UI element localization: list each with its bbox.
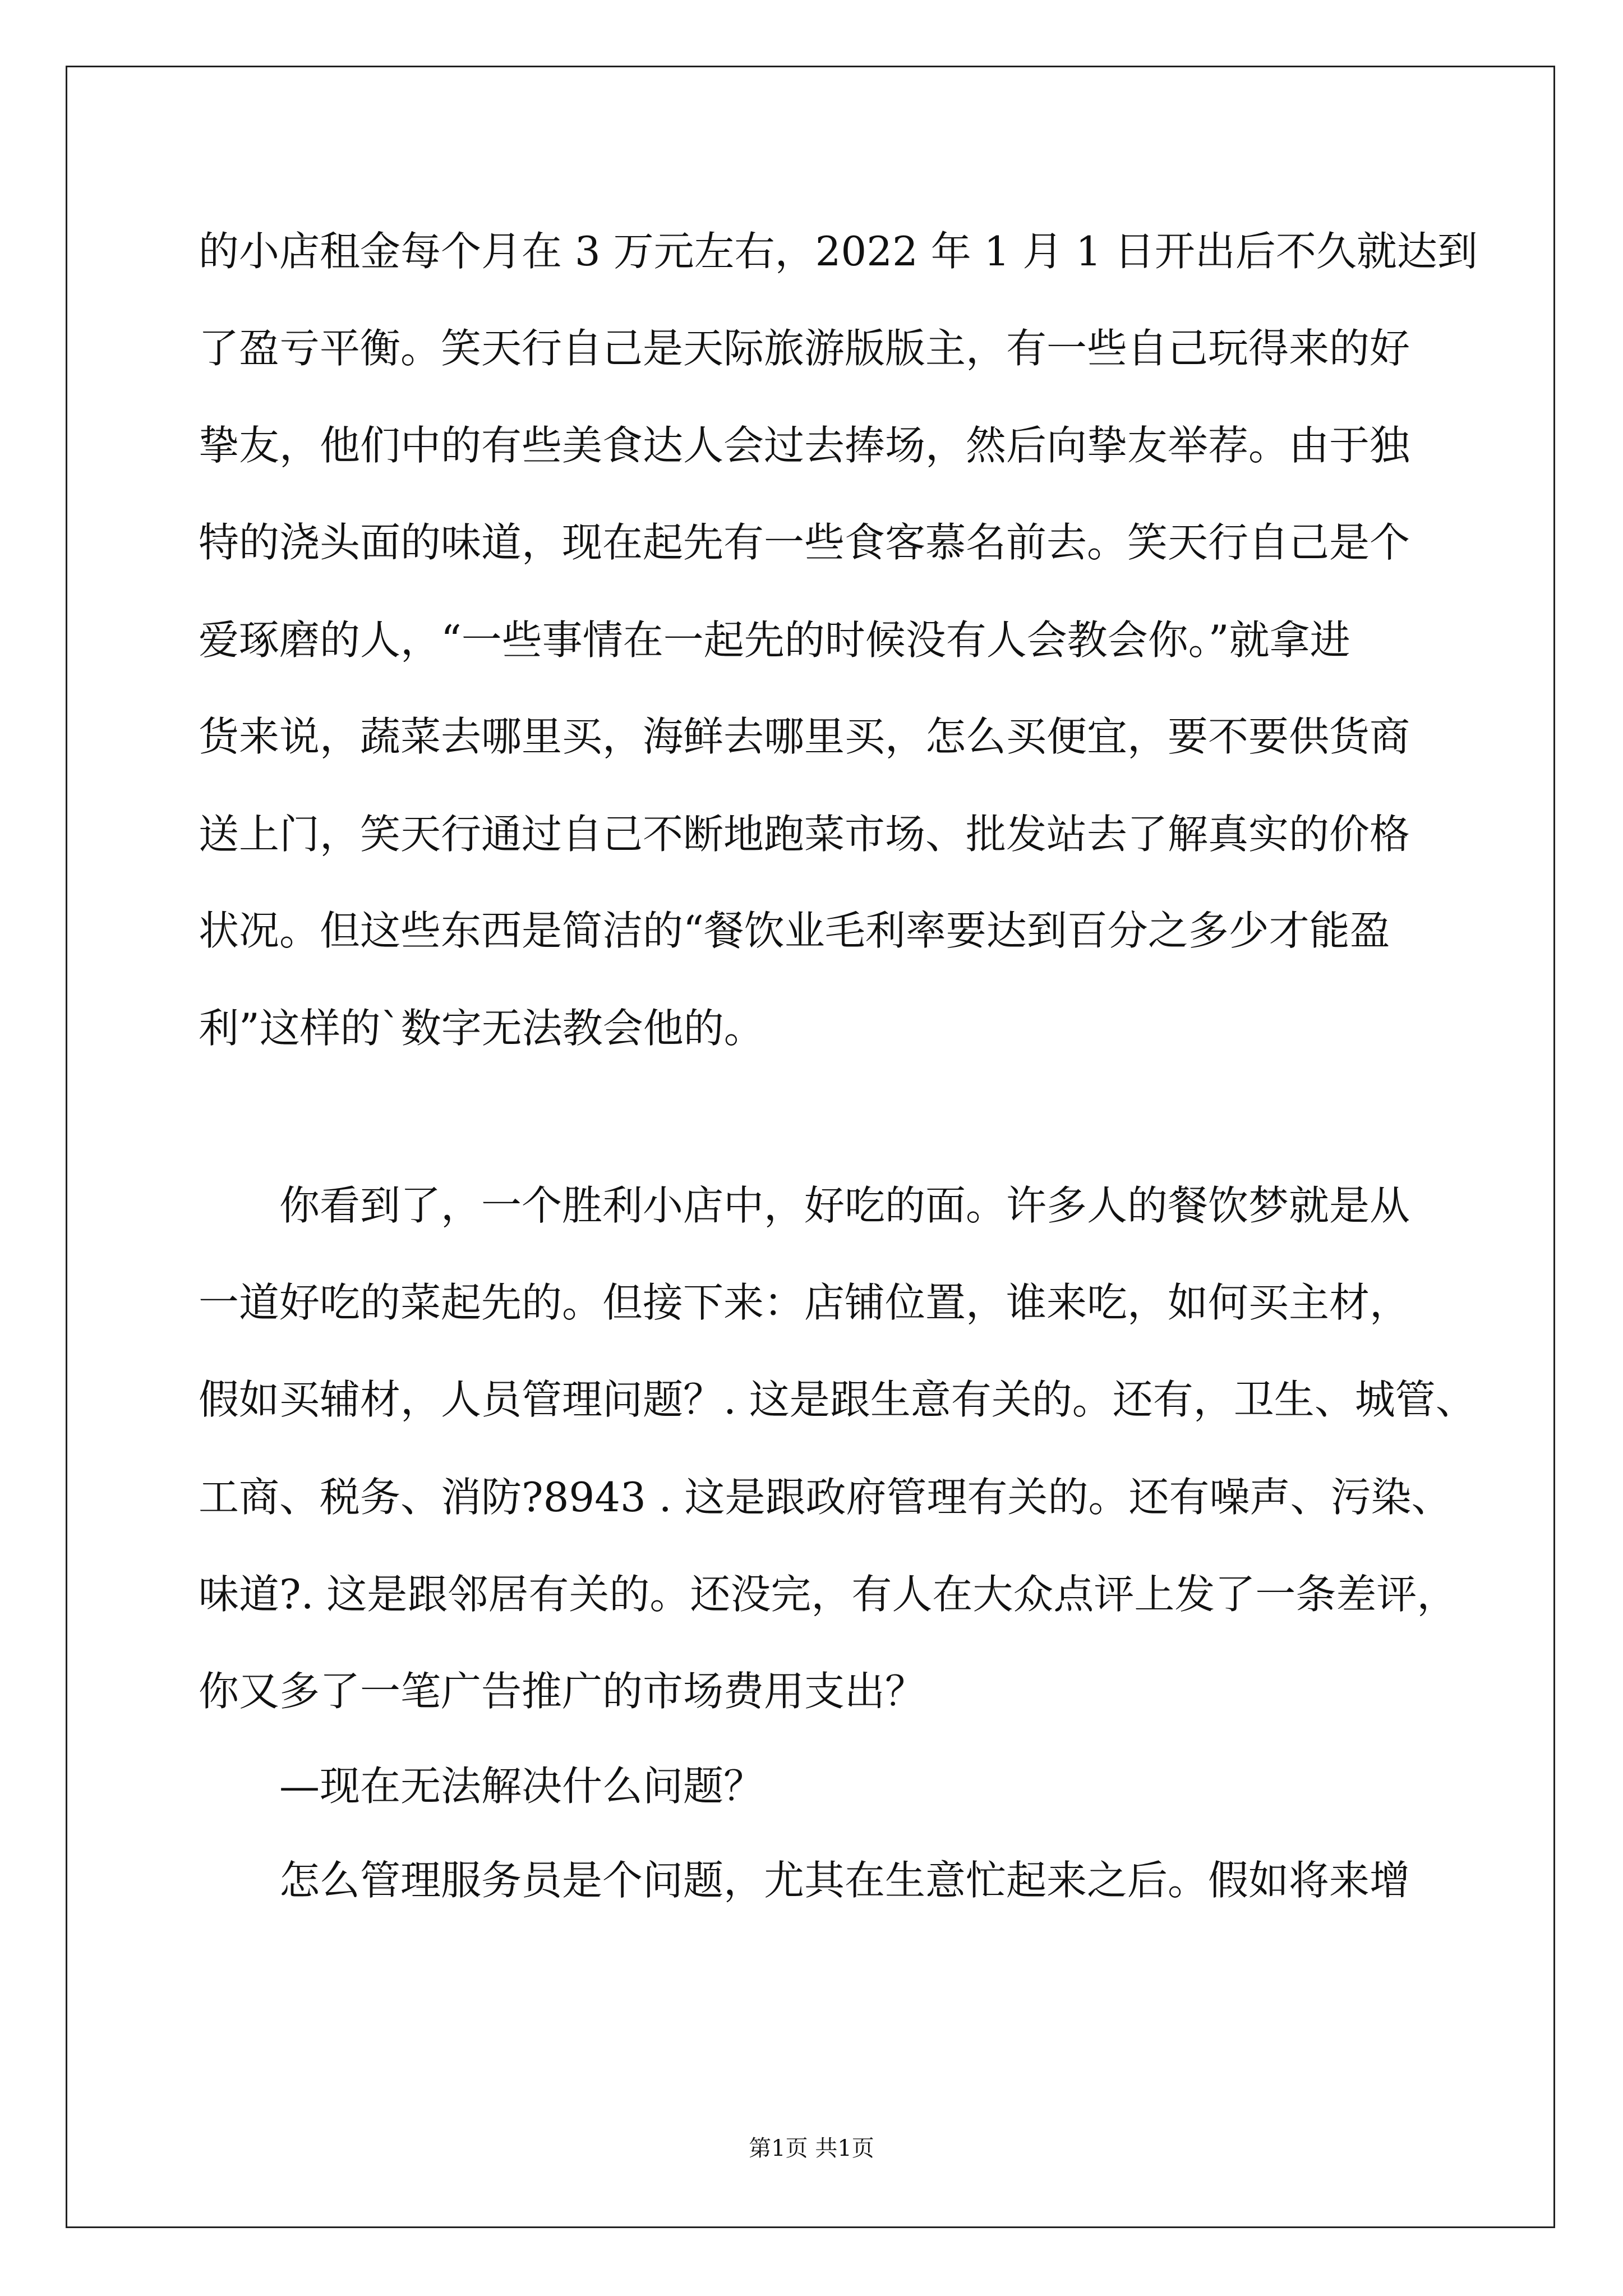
text-line: —现在无法解决什么问题？: [279, 1763, 764, 1810]
text-line: 怎么管理服务员是个问题，尤其在生意忙起来之后。假如将来增: [279, 1857, 1410, 1904]
text-line: 特的浇头面的味道，现在起先有一些食客慕名前去。笑天行自己是个: [199, 519, 1410, 566]
text-line: 工商、税务、消防?8943 . 这是跟政府管理有关的。还有噪声、污染、: [199, 1474, 1452, 1521]
text-line: 挚友，他们中的有些美食达人会过去捧场，然后向挚友举荐。由于独: [199, 422, 1410, 469]
text-line: 你又多了一笔广告推广的市场费用支出？: [199, 1668, 926, 1715]
text-line: 味道?. 这是跟邻居有关的。还没完，有人在大众点评上发了一条差评，: [199, 1571, 1458, 1618]
text-line: 爱琢磨的人，“一些事情在一起先的时候没有人会教会你。”就拿进: [199, 616, 1350, 664]
text-line: 货来说，蔬菜去哪里买，海鲜去哪里买，怎么买便宜，要不要供货商: [199, 713, 1410, 760]
text-line: 你看到了，一个胜利小店中，好吃的面。许多人的餐饮梦就是从: [279, 1182, 1410, 1229]
text-line: 假如买辅材，人员管理问题？. 这是跟生意有关的。还有，卫生、城管、: [199, 1376, 1476, 1423]
text-line: 送上门，笑天行通过自己不断地跑菜市场、批发站去了解真实的价格: [199, 811, 1410, 858]
text-line: 的小店租金每个月在 3 万元左右，2022 年 1 月 1 日开出后不久就达到: [199, 228, 1478, 275]
text-line: 状况。但这些东西是简洁的“餐饮业毛利率要达到百分之多少才能盈: [199, 907, 1390, 954]
text-line: 了盈亏平衡。笑天行自己是天际旅游版版主，有一些自己玩得来的好: [199, 325, 1410, 372]
page-footer: 第1页 共1页: [749, 2136, 874, 2161]
text-line: 一道好吃的菜起先的。但接下来：店铺位置，谁来吃，如何买主材，: [199, 1279, 1410, 1326]
text-line: 利”这样的`数字无法教会他的。: [199, 1005, 764, 1052]
